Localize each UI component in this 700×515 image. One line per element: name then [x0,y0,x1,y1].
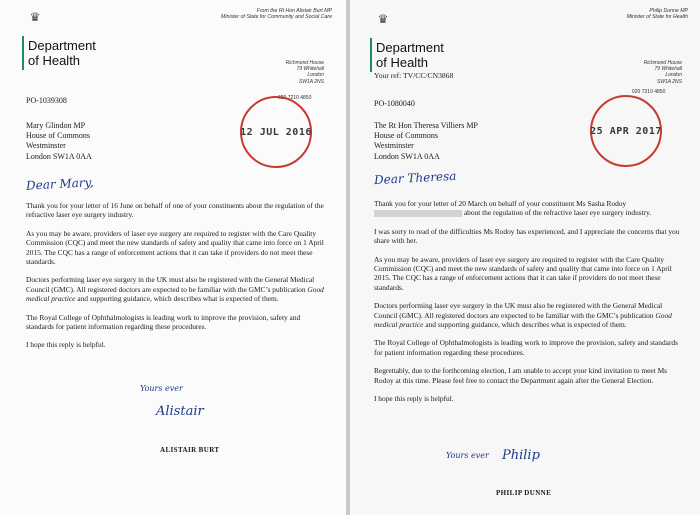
from-block: Philip Dunne MP Minister of State for Health [626,8,688,21]
department-bar [22,36,24,70]
reference-number: PO-1039308 [26,96,67,105]
signature: Philip [502,448,540,463]
paragraph: The Royal College of Ophthalmologists is leading work to improve the provision, safety and standards for patient information regarding these procedures. [26,312,301,332]
signatory-name: PHILIP DUNNE [496,489,552,497]
paragraph: Thank you for your letter of 16 June on behalf of one of your constituents about the regulation of the refractive laser eye surgery industry. [26,201,324,220]
date-stamp [590,95,662,167]
paragraph: I was sorry to read of the difficulties Ms Rodoy has experienced, and I appreciate the concerns that you share with her. [374,226,680,246]
department-name: Department of Health [376,40,444,70]
handwritten-salutation: Dear Theresa [373,168,457,188]
address-block: Richmond House 79 Whitehall London SW1A 2NS [643,60,682,85]
phone-number: 020 7210 4850 [632,89,666,95]
department-name: Department of Health [28,38,96,68]
signatory-name: ALISTAIR BURT [160,446,220,454]
signature: Alistair [156,404,204,419]
handwritten-closing: Yours ever [446,451,489,460]
letter-body [26,201,326,359]
address-block: Richmond House 79 Whitehall London SW1A 2NS [285,60,324,85]
letter-alistair-burt [0,0,346,515]
paragraph: Regrettably, due to the forthcoming election, I am unable to accept your kind invitation to meet Ms Rodoy at this time. Please feel free to contact the Department again after the General Election. [374,366,668,385]
from-block: From the Rt Hon Alistair Burt MP Minister of State for Community and Social Care [221,8,332,21]
paragraph: Doctors performing laser eye surgery in the UK must also be registered with the General Medical Council (GMC). All registered doctors are expected to be familiar with the GMC’s publication Good medical practice and supporting guidance, which describes what is expected of them. [374,301,672,330]
paragraph: The Royal College of Ophthalmologists is leading work to improve the provision, safety and standards for patient information regarding these procedures. [374,338,678,357]
royal-crest-icon: ♛ [29,10,41,24]
letter-philip-dunne [350,0,700,515]
redaction-block [374,210,462,217]
paragraph: I hope this reply is helpful. [26,340,106,350]
paragraph: As you may be aware, providers of laser eye surgery are required to register with the Care Quality Commission (CQC) and meet the new standards of safety and quality that came into force on 1 April 2015. The CQC has a range of enforcement actions that it can take if providers do not meet these standards. [374,254,672,292]
paragraph: Doctors performing laser eye surgery in the UK must also be registered with the General Medical Council (GMC). All registered doctors are expected to be familiar with the GMC’s publication Good medical practice and supporting guidance, which describes what is expected of them. [26,275,324,304]
department-bar [370,38,372,72]
date-stamp-text: 12 JUL 2016 [240,126,312,138]
reference-number: PO-1080040 [374,99,415,108]
letter-body [374,199,680,413]
paragraph: Thank you for your letter of 20 March on behalf of your constituent Ms Sasha Rodoy about the regulation of the refractive laser eye surgery industry. [374,199,652,218]
handwritten-salutation: Dear Mary, [25,175,94,193]
recipient-address: Mary Glindon MP House of Commons Westminster London SW1A 0AA [26,121,92,161]
paragraph: I hope this reply is helpful. [374,394,454,404]
royal-crest-icon: ♛ [377,12,389,26]
handwritten-closing: Yours ever [140,384,183,393]
phone-number: 020 7210 4850 [278,95,312,101]
date-stamp-text: 25 APR 2017 [590,125,662,137]
your-reference: Your ref: TV/CC/CN3868 [374,71,454,80]
date-stamp [240,96,312,168]
recipient-address: The Rt Hon Theresa Villiers MP House of Commons Westminster London SW1A 0AA [374,121,478,161]
paragraph: As you may be aware, providers of laser eye surgery are required to register with the Care Quality Commission (CQC) and meet the new standards of safety and quality that came into force on 1 April 2015. The CQC has a range of enforcement actions that it can take if providers do not meet these standards. [26,228,324,267]
